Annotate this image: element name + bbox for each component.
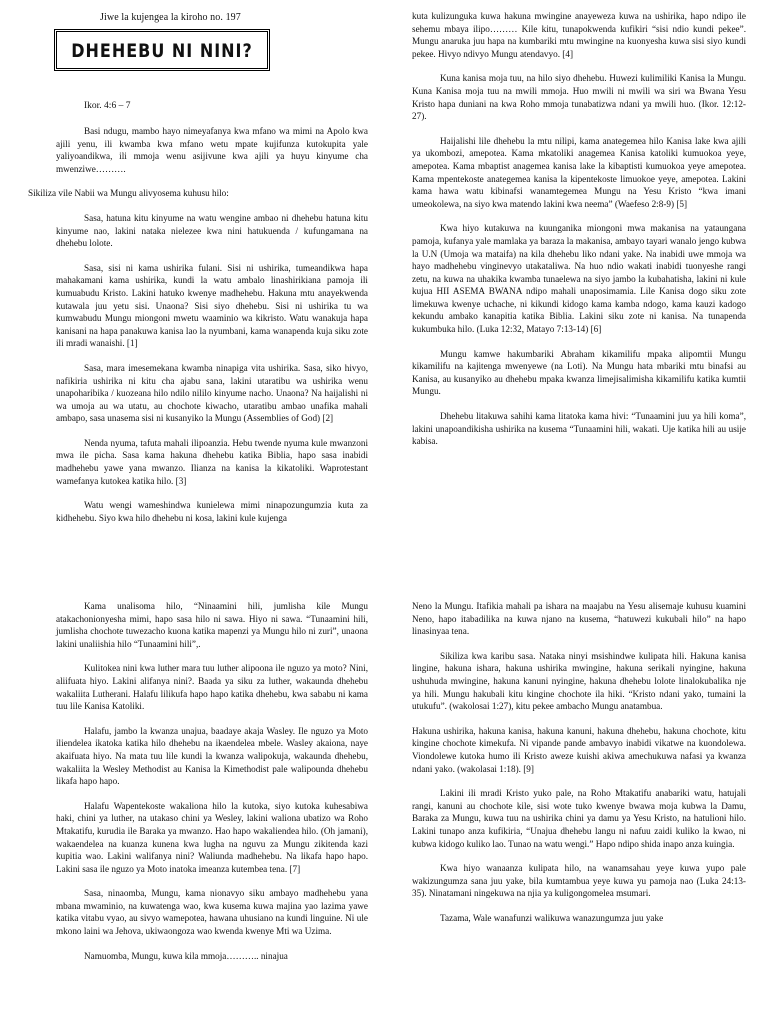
paragraph: Namuomba, Mungu, kuwa kila mmoja……….. ninajua	[84, 950, 288, 961]
paragraph: Kama unalisoma hilo, “Ninaamini hili, jumlisha kile Mungu atakachonionyesha mimi, hapo sasa hilo ni sawa. Hiyo ni sawa. “Tunaamini hili, jumlisha chochote tuwezacho kuona katika mapenzi ya Mungu hilo ni zuri”, unaona lakini unaliishia hilo “Tunaamini hili”,.	[56, 601, 368, 649]
paragraph: kuta kulizunguka kuwa hakuna mwingine anayeweza kuwa na ushirika, hapo ndipo ile sehemu mbaya ilipo……… Kile kitu, tunapokwenda kufikiri “sisi ndio kundi pekee”. Mungu anaruka juu hapa na kumbariki mtu mwingine na kuonyesha kuwa sisi siyo kundi pekee. Hivyo ndivyo Mungu atendavyo. [4]	[412, 11, 746, 59]
paragraph: Lakini ili mradi Kristo yuko pale, na Roho Mtakatifu anabariki watu, hatujali rangi, kanuni au chochote kile, sisi wote tuko kwenye bwawa moja kubwa la Damu, Baraka za Mungu, kuwa tuu na ushirika chini ya damu ya Yesu Kristo, na hatulioni hilo. Lakini tunapo anza kufikiria, “Unajua dhehebu langu ni nafuu zaidi kuliko la kwao, ni kubwa kidogo kuliko lao. Tunao na watu wengi.” Hapo ndipo shida inapo anza kuingia.	[412, 788, 746, 849]
scripture-reference: Ikor. 4:6 – 7	[84, 101, 131, 111]
paragraph: Sasa, hatuna kitu kinyume na watu wengine ambao ni dhehebu hatuna kitu kinyume nao, lakini nataka nielezee kwa nini hatukuenda / kufungamana na dhehebu lolote.	[56, 212, 368, 249]
booklet-line: Jiwe la kujengea la kiroho no. 197	[100, 12, 241, 23]
page-top-right	[384, 0, 768, 512]
paragraph: Dhehebu litakuwa sahihi kama litatoka kama hivi: “Tunaamini juu ya hili koma”, lakini unapoandikisha ushirika na kusema “Tunaamini hili, wakati. Uje katika hili au usije kabisa.	[412, 411, 746, 447]
paragraph: Sasa, sisi ni kama ushirika fulani. Sisi ni ushirika, tumeandikwa hapa mahakamani kama ushirika, kundi la watu ambalo linashirikiana pamoja ili kumuabudu Kristo. Lakini hatuko kwenye madhehebu. Hakuna mtu anayekwenda kutawala juu yetu sisi. Unaona? Sisi siyo dhehebu. Sisi ni ushirika tu wa kumwabudu Mungu miongoni mwetu waaminio wa kikristo. Watu wanakuja hapa kanisani na hapa panakuwa kanisa lao la nyumbani, kama wanapenda kuja siku zote ili mradi wanaishi. [1]	[56, 262, 368, 349]
page-bottom-left	[0, 512, 384, 1024]
paragraph: Nenda nyuma, tafuta mahali ilipoanzia. Hebu twende nyuma kule mwanzoni mwa ile picha. Sasa kama hakuna dhehebu katika Biblia, hapo sasa inabidi madhehebu yawe yana mwanzo. Ilianza na kanisa la kikatoliki. Waprotestant wamefanya kutokea katika hilo. [3]	[56, 437, 368, 486]
paragraph: Watu wengi wameshindwa kunielewa mimi ninapozungumzia kuta za kidhehebu. Siyo kwa hilo dhehebu ni kosa, lakini kule kujenga	[56, 500, 368, 523]
page-title: DHEHEBU NI NINI?	[71, 39, 253, 61]
paragraph: Sikiliza kwa karibu sasa. Nataka ninyi msishindwe kulipata hili. Hakuna kanisa lingine, hakuna ishara, hakuna ushirika mwingine, hakuna serikali nyingine, hakuna ushuhuda mwingine, hakuna kanuni nyingine, hakuna dhehebu lolote linalokubalika nje ya hili. Mungu hakubali kitu kingine chochote ila hiki. “Kristo ndani yako, tumaini la utukufu”. (wakolosai 1:27), kitu pekee ambacho Mungu anatambua.	[412, 650, 746, 712]
paragraph: Sasa, mara imesemekana kwamba ninapiga vita ushirika. Sasa, siko hivyo, nafikiria ushirika ni kitu cha ajabu sana, lakini utaratibu wa ushirika wenu unapoharibika / kuozeana hilo ndilo nililo kinyume nacho. Unaona? Na haijalishi ni wa umoja au wa utatu, au chochote kiwacho, utaratibu ambao unafika mahali ambapo, sasa unasema sisi ni kusanyiko la Mungu (Assemblies of God) [2]	[56, 362, 368, 424]
paragraph: Kwa hiyo wanaanza kulipata hilo, na wanamsahau yeye kuwa yupo pale wakizungumza sana juu yake, bila kumtambua yeye kuwa yu pamoja nao (Luka 24:13-35). Ninatamani ningekuwa na njia ya kuligongomelea msumari.	[412, 863, 746, 899]
paragraph: Kwa hiyo kutakuwa na kuunganika miongoni mwa makanisa na yataungana pamoja, kufanya yale mamlaka ya baraza la makanisa, ambayo tayari wanalo jengo kubwa la U.N (Umoja wa mataifa) na kila dhehebu liko ndani yake. Na inabidi uwe mmoja wa hayo madhehebu vinginevyo utakataliwa. Na huo ndio wakati inabidi tuonyeshe rangi zetu, na kuwa na uhakika kwamba tunaelewa na siyo jambo la kubahatisha, lakini ni kule kujua HII ASEMA BWANA ndipo mahali unaposimamia. Lile Kanisa dogo siku zote limekuwa kwenye uchache, ni kikundi kidogo kama kamba ndogo, kama kauzi kadogo kekundu ambako kanapitia katika Biblia. Lakini siku zote ni kanisa. Na tunapenda kukumbuka hilo. (Luka 12:32, Matayo 7:13-14) [6]	[412, 223, 746, 335]
title-box	[54, 29, 270, 71]
paragraph: Kulitokea nini kwa luther mara tuu luther alipoona ile nguzo ya moto? Nini, aliifuata hiyo. Lakini alifanya nini?. Baada ya siku za luther, wakaunda dhehebu wakaliita Lutherani. Halafu lilikufa hapo hapo katika dhehebu, kwa sababu ni kama tuu lile Kanisa Katoliki.	[56, 663, 368, 712]
page-bottom-right	[384, 512, 768, 1024]
paragraph: Basi ndugu, mambo hayo nimeyafanya kwa mfano wa mimi na Apolo kwa ajili yenu, ili kwamba kwa mfano wetu mpate kujifunza kutokupita yale yaliyoandikwa, ili mmoja wenu asijivune kwa ajili ya huyu kinyume cha mwenziwe……….	[56, 126, 368, 174]
paragraph: Sasa, ninaomba, Mungu, kama nionavyo siku ambayo madhehebu yana mbana mwaminio, na kuwatenga wao, kwa kusema kuwa majina yao lazima yawe katika vitabu vyao, au sivyo wamepotea, hawana uhusiano na kundi linguine. Ni ule mkono laini wa Jehova, ukiwaongoza wao kwenda kwenye Mti wa Uzima.	[56, 888, 368, 937]
paragraph: Haijalishi lile dhehebu la mtu nilipi, kama anategemea hilo Kanisa lake kwa ajili ya ukombozi, amepotea. Kama mkatoliki anagemea Kanisa katoliki kumuokoa yeye, amepotea. Kama mbaptist anagemea kanisa lake la kibaptisti kumuokoa yeye amepotea. Kama mpentekoste anategemea kanisa la kipentekoste limuokoe yeye, amepotea. Lakini kama hawa watu kibinafsi wanamtegemea Mungu na Yesu Kristo “kwa imani umeokolewa, na siyo kwa matendo lakini kwa neema” (Waefeso 2:8-9) [5]	[412, 135, 746, 209]
paragraph: Sikiliza vile Nabii wa Mungu alivyosema kuhusu hilo:	[28, 188, 229, 199]
paragraph: Halafu Wapentekoste wakaliona hilo la kutoka, siyo kutoka kuhesabiwa haki, chini ya luther, na utakaso chini ya Wesley, lakini waliona ubatizo wa Roho Mtakatifu, kurudia ile Baraka ya mwanzo. Hao hapo wakaliendea hilo. (Oh jamani), wakaendelea na kuanza kunena kwa lugha na nguvu za Mungu zikitenda kazi kupitia wao. Lakini walifanya nini? Waliunda madhehebu. Na likafa hapo hapo. Lakini sasa ile nguzo ya Moto inatoka imeanza kutembea tena. [7]	[56, 800, 368, 874]
paragraph: Hakuna ushirika, hakuna kanisa, hakuna kanuni, hakuna dhehebu, hakuna chochote, kitu kingine chochote kimekufa. Ni vipande pande ambavyo inabidi vikatwe na kuondolewa. Viondolewe kutoka humo ili Kristo aweze kuishi akiwa amechukuwa nafasi ya kwanza ndani yako. (wakolasai 1:18). [9]	[412, 725, 746, 774]
paragraph: Mungu kamwe hakumbariki Abraham kikamilifu mpaka alipomtii Mungu kikamilifu na kajitenga mwenyewe (na Loti). Na Mungu hata mbariki mtu binafsi au Kanisa, au kusanyiko au dhehebu mpaka kwanza limejisalimisha kikamilifu katika kumtii Mungu.	[412, 348, 746, 397]
paragraph: Neno la Mungu. Itafikia mahali pa ishara na maajabu na Yesu alisemaje kuhusu kuamini Neno, hapo itabadilika na kuwa njano na kusema, “hatuwezi kukubali hilo” na hapo linasinyaa tena.	[412, 601, 746, 637]
paragraph: Tazama, Wale wanafunzi walikuwa wanazungumza juu yake	[440, 912, 664, 923]
page-top-left	[0, 0, 384, 523]
paragraph: Kuna kanisa moja tuu, na hilo siyo dhehebu. Huwezi kulimiliki Kanisa la Mungu. Kuna Kanisa moja tuu na mwili mmoja. Huo mwili ni mwili wa siri wa Bwana Yesu Kristo hapa duniani na kwa Roho mmoja tunabatizwa ndani ya mwili huo. (Ikor. 12:12-27).	[412, 73, 746, 122]
paragraph: Halafu, jambo la kwanza unajua, baadaye akaja Wasley. Ile nguzo ya Moto iliendelea ikatoka katika hilo dhehebu na ikaendelea mbele. Wasley akaiona, naye akaifuata hiyo. Na mata tuu lile kundi la kwanza walipokuja, wakaunda dhehebu, wakaliita la Wesley Methodist au Kanisa la Kimethodist pale walipounda dhehebu likafa hapo hapo.	[56, 725, 368, 787]
